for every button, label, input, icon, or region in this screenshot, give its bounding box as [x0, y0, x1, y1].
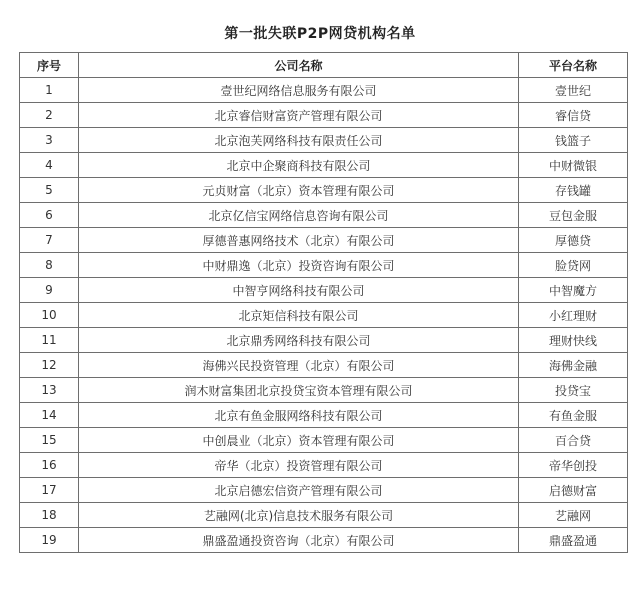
cell-platform-name: 有鱼金服: [519, 403, 628, 428]
table-row: [20, 228, 628, 253]
cell-company-name: 海佛兴民投资管理（北京）有限公司: [79, 353, 519, 378]
cell-platform-name: 中智魔方: [519, 278, 628, 303]
cell-serial-number: 9: [20, 278, 79, 303]
cell-platform-name: 厚德贷: [519, 228, 628, 253]
header-serial-number: 序号: [20, 53, 79, 78]
cell-company-name: 壹世纪网络信息服务有限公司: [79, 78, 519, 103]
table-row: [20, 278, 628, 303]
cell-serial-number: 18: [20, 503, 79, 528]
cell-company-name: 润木财富集团北京投贷宝资本管理有限公司: [79, 378, 519, 403]
table-row: [20, 503, 628, 528]
cell-company-name: 厚德普惠网络技术（北京）有限公司: [79, 228, 519, 253]
cell-company-name: 北京中企聚商科技有限公司: [79, 153, 519, 178]
cell-company-name: 北京有鱼金服网络科技有限公司: [79, 403, 519, 428]
cell-company-name: 艺融网(北京)信息技术服务有限公司: [79, 503, 519, 528]
table-row: [20, 353, 628, 378]
cell-serial-number: 10: [20, 303, 79, 328]
cell-platform-name: 理财快线: [519, 328, 628, 353]
cell-company-name: 北京启德宏信资产管理有限公司: [79, 478, 519, 503]
cell-platform-name: 海佛金融: [519, 353, 628, 378]
cell-serial-number: 11: [20, 328, 79, 353]
table-row: [20, 178, 628, 203]
table-row: [20, 78, 628, 103]
cell-platform-name: 存钱罐: [519, 178, 628, 203]
table-row: [20, 428, 628, 453]
cell-company-name: 鼎盛盈通投资咨询（北京）有限公司: [79, 528, 519, 553]
cell-platform-name: 鼎盛盈通: [519, 528, 628, 553]
table-row: [20, 153, 628, 178]
cell-serial-number: 16: [20, 453, 79, 478]
cell-serial-number: 13: [20, 378, 79, 403]
cell-serial-number: 19: [20, 528, 79, 553]
table-row: [20, 303, 628, 328]
cell-serial-number: 17: [20, 478, 79, 503]
institution-list-table: [19, 52, 628, 553]
cell-serial-number: 14: [20, 403, 79, 428]
table-row: [20, 478, 628, 503]
cell-platform-name: 艺融网: [519, 503, 628, 528]
cell-company-name: 中智亨网络科技有限公司: [79, 278, 519, 303]
header-company-name: 公司名称: [79, 53, 519, 78]
table-row: [20, 253, 628, 278]
cell-company-name: 中创晨业（北京）资本管理有限公司: [79, 428, 519, 453]
table-row: [20, 378, 628, 403]
cell-serial-number: 6: [20, 203, 79, 228]
header-platform-name: 平台名称: [519, 53, 628, 78]
cell-company-name: 北京鼎秀网络科技有限公司: [79, 328, 519, 353]
cell-platform-name: 脸贷网: [519, 253, 628, 278]
table-row: [20, 453, 628, 478]
cell-serial-number: 3: [20, 128, 79, 153]
cell-platform-name: 壹世纪: [519, 78, 628, 103]
cell-company-name: 中财鼎逸（北京）投资咨询有限公司: [79, 253, 519, 278]
table-row: [20, 128, 628, 153]
cell-serial-number: 12: [20, 353, 79, 378]
cell-platform-name: 睿信贷: [519, 103, 628, 128]
cell-serial-number: 4: [20, 153, 79, 178]
cell-company-name: 北京泡芙网络科技有限责任公司: [79, 128, 519, 153]
cell-platform-name: 钱篮子: [519, 128, 628, 153]
cell-company-name: 北京矩信科技有限公司: [79, 303, 519, 328]
cell-company-name: 北京睿信财富资产管理有限公司: [79, 103, 519, 128]
table-header-row: [20, 53, 628, 78]
table-row: [20, 328, 628, 353]
cell-platform-name: 小红理财: [519, 303, 628, 328]
table-row: [20, 103, 628, 128]
cell-platform-name: 帝华创投: [519, 453, 628, 478]
cell-platform-name: 启德财富: [519, 478, 628, 503]
cell-platform-name: 百合贷: [519, 428, 628, 453]
cell-platform-name: 豆包金服: [519, 203, 628, 228]
cell-serial-number: 15: [20, 428, 79, 453]
cell-serial-number: 5: [20, 178, 79, 203]
cell-serial-number: 2: [20, 103, 79, 128]
cell-company-name: 帝华（北京）投资管理有限公司: [79, 453, 519, 478]
cell-company-name: 北京亿信宝网络信息咨询有限公司: [79, 203, 519, 228]
cell-serial-number: 1: [20, 78, 79, 103]
page-title: 第一批失联P2P网贷机构名单: [224, 26, 416, 42]
table-row: [20, 203, 628, 228]
cell-serial-number: 8: [20, 253, 79, 278]
cell-company-name: 元贞财富（北京）资本管理有限公司: [79, 178, 519, 203]
cell-serial-number: 7: [20, 228, 79, 253]
table-row: [20, 528, 628, 553]
cell-platform-name: 中财微银: [519, 153, 628, 178]
cell-platform-name: 投贷宝: [519, 378, 628, 403]
table-body: [20, 78, 628, 553]
table-row: [20, 403, 628, 428]
